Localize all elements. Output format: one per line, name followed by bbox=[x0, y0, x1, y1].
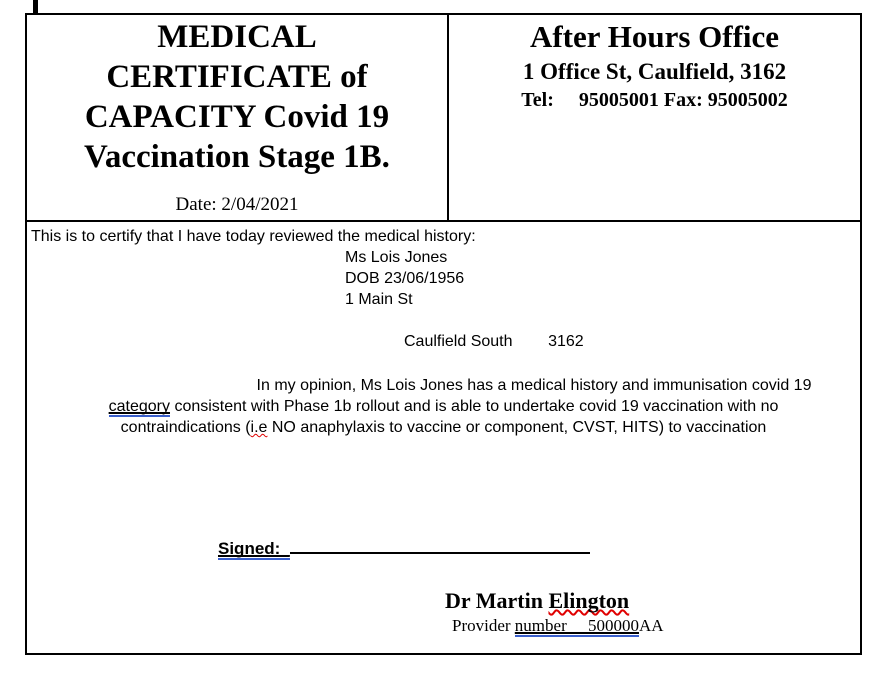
certificate-body-cell[interactable] bbox=[27, 222, 860, 653]
certificate-title bbox=[84, 17, 390, 177]
title-line-4: Vaccination Stage 1B. bbox=[84, 139, 390, 175]
provider-number-suffix: AA bbox=[638, 616, 664, 635]
signed-label: Signed:_ bbox=[218, 539, 290, 558]
patient-block bbox=[345, 247, 464, 310]
title-line-1: MEDICAL bbox=[157, 19, 317, 55]
header-title-cell[interactable] bbox=[27, 15, 449, 220]
clinic-phone: Tel: 95005001 Fax: 95005002 bbox=[521, 89, 788, 111]
certificate-table bbox=[25, 13, 862, 655]
clinic-address: 1 Office St, Caulfield, 3162 bbox=[522, 59, 787, 84]
patient-street: 1 Main St bbox=[345, 291, 413, 308]
signature-line[interactable] bbox=[290, 539, 590, 554]
opinion-line-2 bbox=[27, 396, 860, 417]
clinic-name: After Hours Office bbox=[529, 19, 780, 54]
opinion-line-3-rest: NO anaphylaxis to vaccine or component, CVST, HITS) to vaccination bbox=[267, 419, 767, 436]
signed-block bbox=[218, 538, 590, 560]
doctor-name bbox=[445, 588, 629, 614]
doctor-name-pre: Dr Martin bbox=[445, 588, 549, 613]
opinion-line-3 bbox=[27, 417, 860, 438]
doctor-surname-spellcheck: Elington bbox=[548, 588, 630, 613]
date-line: Date: 2/04/2021 bbox=[175, 194, 299, 215]
provider-label: Provider bbox=[452, 616, 515, 635]
patient-suburb-postcode: Caulfield South 3162 bbox=[404, 333, 584, 350]
patient-name: Ms Lois Jones bbox=[345, 249, 448, 266]
title-line-2: CERTIFICATE of bbox=[106, 59, 368, 95]
certificate-header-row bbox=[27, 15, 860, 222]
certify-line: This is to certify that I have today reviewed the medical history: bbox=[31, 228, 476, 245]
spellcheck-marked-word: i.e bbox=[250, 419, 268, 436]
header-clinic-cell[interactable] bbox=[449, 15, 860, 220]
provider-number-marked: number 500000 bbox=[514, 616, 639, 635]
opinion-line-2-rest: consistent with Phase 1b rollout and is able to undertake covid 19 vaccination with no bbox=[170, 398, 779, 415]
text-cursor bbox=[33, 0, 38, 13]
provider-number-line bbox=[452, 615, 664, 637]
opinion-paragraph bbox=[27, 375, 860, 438]
title-line-3: CAPACITY Covid 19 bbox=[84, 99, 390, 135]
patient-dob: DOB 23/06/1956 bbox=[345, 270, 465, 287]
opinion-line-3-pre: contraindications ( bbox=[120, 419, 251, 436]
opinion-line-1: In my opinion, Ms Lois Jones has a medical history and immunisation covid 19 bbox=[256, 377, 812, 394]
grammar-marked-word: category bbox=[108, 398, 170, 415]
